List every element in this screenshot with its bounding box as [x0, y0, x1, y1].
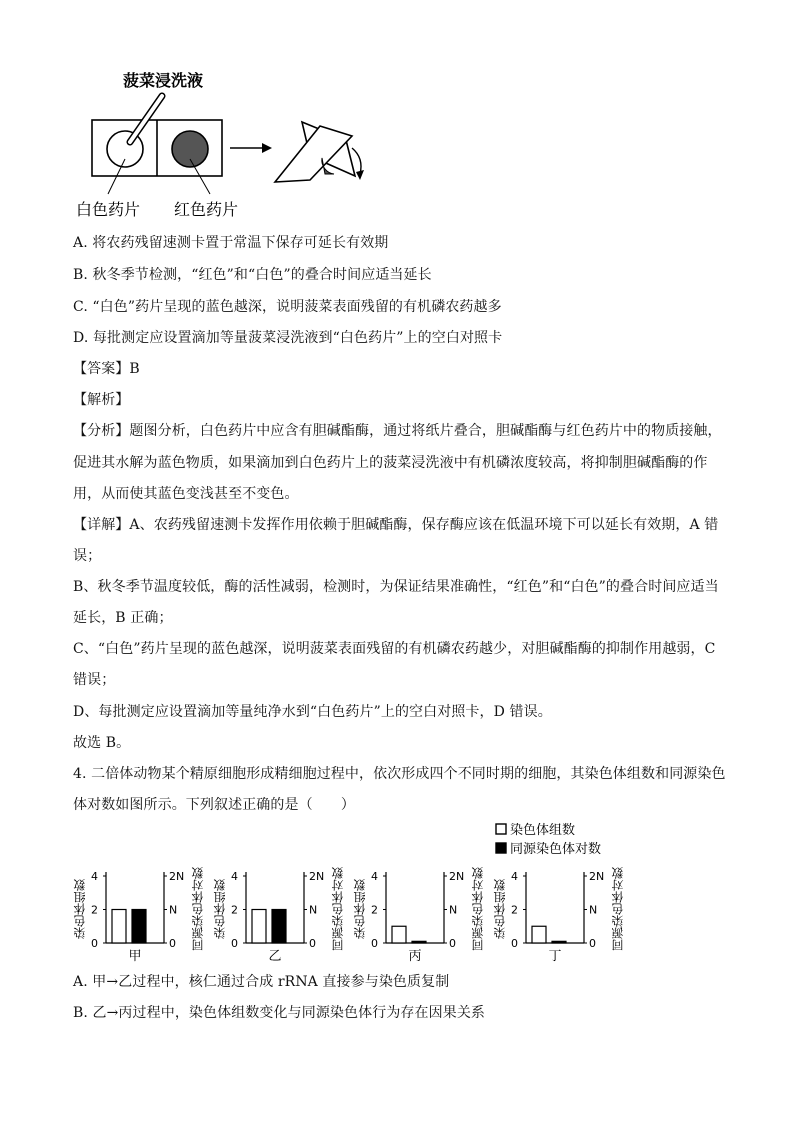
- right-tick-label: 0: [589, 937, 596, 950]
- small-chart: [353, 867, 485, 964]
- right-tick-label: N: [309, 903, 318, 917]
- analysis-line: 延长，B 正确；: [73, 610, 173, 626]
- left-tick-label: 2: [511, 903, 518, 917]
- red-tablet: [172, 131, 208, 167]
- category-label: 乙: [268, 949, 282, 964]
- bar-homologous-pairs: [132, 910, 146, 944]
- analysis-line: B、秋冬季节温度较低，酶的活性减弱，检测时，为保证结果准确性，“红色”和“白色”的叠合时间应适当: [73, 579, 719, 595]
- bar-chromosome-groups: [252, 910, 266, 944]
- analysis-title: 【解析】: [73, 392, 130, 408]
- white-tablet-label: 白色药片: [76, 200, 141, 219]
- question-4-stem: 体对数如图所示。下列叙述正确的是（ ）: [73, 797, 355, 813]
- small-chart: [213, 867, 345, 964]
- analysis-line: C、“白色”药片呈现的蓝色越深，说明菠菜表面残留的有机磷农药越少，对胆碱酯酶的抑制作用越弱，C: [73, 641, 716, 657]
- analysis-line: 故选 B。: [73, 735, 131, 751]
- chromosome-bar-charts: [70, 818, 630, 968]
- spinach-wash-label: 菠菜浸洗液: [123, 71, 204, 90]
- red-tablet-label: 红色药片: [174, 200, 239, 219]
- analysis-line: 误；: [73, 548, 102, 564]
- left-tick-label: 4: [371, 870, 378, 883]
- left-axis-label: 染色体组数: [73, 879, 87, 939]
- right-tick-label: 0: [449, 937, 456, 950]
- left-axis-label: 染色体组数: [493, 879, 507, 939]
- arrow-right-icon: [230, 143, 272, 153]
- folded-card-icon: [275, 122, 364, 182]
- category-label: 甲: [128, 949, 142, 964]
- left-tick-label: 4: [511, 870, 518, 883]
- right-axis-label: 同源染色体对数: [191, 867, 205, 951]
- right-tick-label: 2N: [449, 870, 465, 883]
- left-tick-label: 4: [91, 870, 98, 883]
- chart-legend: [496, 822, 601, 857]
- right-tick-label: 2N: [169, 870, 185, 883]
- bar-chromosome-groups: [392, 926, 406, 943]
- option-q3-b: B. 秋冬季节检测，“红色”和“白色”的叠合时间应适当延长: [73, 267, 432, 283]
- option-q3-d: D. 每批测定应设置滴加等量菠菜浸洗液到“白色药片”上的空白对照卡: [73, 330, 503, 346]
- analysis-line: 错误；: [73, 672, 116, 688]
- right-tick-label: 2N: [589, 870, 605, 883]
- right-tick-label: N: [169, 903, 178, 917]
- analysis-line: 用，从而使其蓝色变浅甚至不变色。: [73, 486, 299, 502]
- bar-chromosome-groups: [112, 910, 126, 944]
- bar-homologous-pairs: [552, 941, 566, 943]
- right-tick-label: N: [449, 903, 458, 917]
- left-tick-label: 2: [91, 903, 98, 917]
- analysis-line: 【分析】题图分析，白色药片中应含有胆碱酯酶，通过将纸片叠合，胆碱酯酶与红色药片中的物质接触，: [73, 423, 722, 439]
- left-tick-label: 0: [231, 937, 238, 950]
- option-q3-a: A. 将农药残留速测卡置于常温下保存可延长有效期: [73, 235, 389, 251]
- legend-swatch-groups: [496, 824, 506, 834]
- right-tick-label: 0: [169, 937, 176, 950]
- test-card-diagram: [70, 62, 400, 222]
- left-axis-label: 染色体组数: [353, 879, 367, 939]
- option-q4-b: B. 乙→丙过程中，染色体组数变化与同源染色体行为存在因果关系: [73, 1005, 486, 1021]
- right-axis-label: 同源染色体对数: [611, 867, 625, 951]
- left-tick-label: 0: [511, 937, 518, 950]
- left-tick-label: 4: [231, 870, 238, 883]
- category-label: 丁: [548, 949, 562, 964]
- answer-line: 【答案】B: [73, 361, 140, 377]
- left-tick-label: 0: [91, 937, 98, 950]
- option-q3-c: C. “白色”药片呈现的蓝色越深，说明菠菜表面残留的有机磷农药越多: [73, 299, 502, 315]
- bar-chromosome-groups: [532, 926, 546, 943]
- category-label: 丙: [408, 949, 422, 964]
- small-chart: [493, 867, 625, 964]
- legend-swatch-pairs: [496, 843, 506, 853]
- right-tick-label: 2N: [309, 870, 325, 883]
- right-tick-label: 0: [309, 937, 316, 950]
- left-tick-label: 2: [231, 903, 238, 917]
- left-tick-label: 0: [371, 937, 378, 950]
- right-axis-label: 同源染色体对数: [331, 867, 345, 951]
- legend-label: 同源染色体对数: [510, 842, 602, 857]
- analysis-line: D、每批测定应设置滴加等量纯净水到“白色药片”上的空白对照卡，D 错误。: [73, 704, 552, 720]
- left-tick-label: 2: [371, 903, 378, 917]
- bar-homologous-pairs: [272, 910, 286, 944]
- right-axis-label: 同源染色体对数: [471, 867, 485, 951]
- small-chart: [73, 867, 205, 964]
- bar-homologous-pairs: [412, 941, 426, 943]
- analysis-line: 【详解】A、农药残留速测卡发挥作用依赖于胆碱酯酶，保存酶应该在低温环境下可以延长有效期，A 错: [73, 517, 719, 533]
- option-q4-a: A. 甲→乙过程中，核仁通过合成 rRNA 直接参与染色质复制: [73, 974, 450, 990]
- left-axis-label: 染色体组数: [213, 879, 227, 939]
- question-4-stem: 4. 二倍体动物某个精原细胞形成精细胞过程中，依次形成四个不同时期的细胞，其染色体组数和同源染色: [73, 766, 726, 782]
- legend-label: 染色体组数: [510, 823, 576, 838]
- right-tick-label: N: [589, 903, 598, 917]
- analysis-line: 促进其水解为蓝色物质，如果滴加到白色药片上的菠菜浸洗液中有机磷浓度较高，将抑制胆碱酯酶的作: [73, 455, 708, 471]
